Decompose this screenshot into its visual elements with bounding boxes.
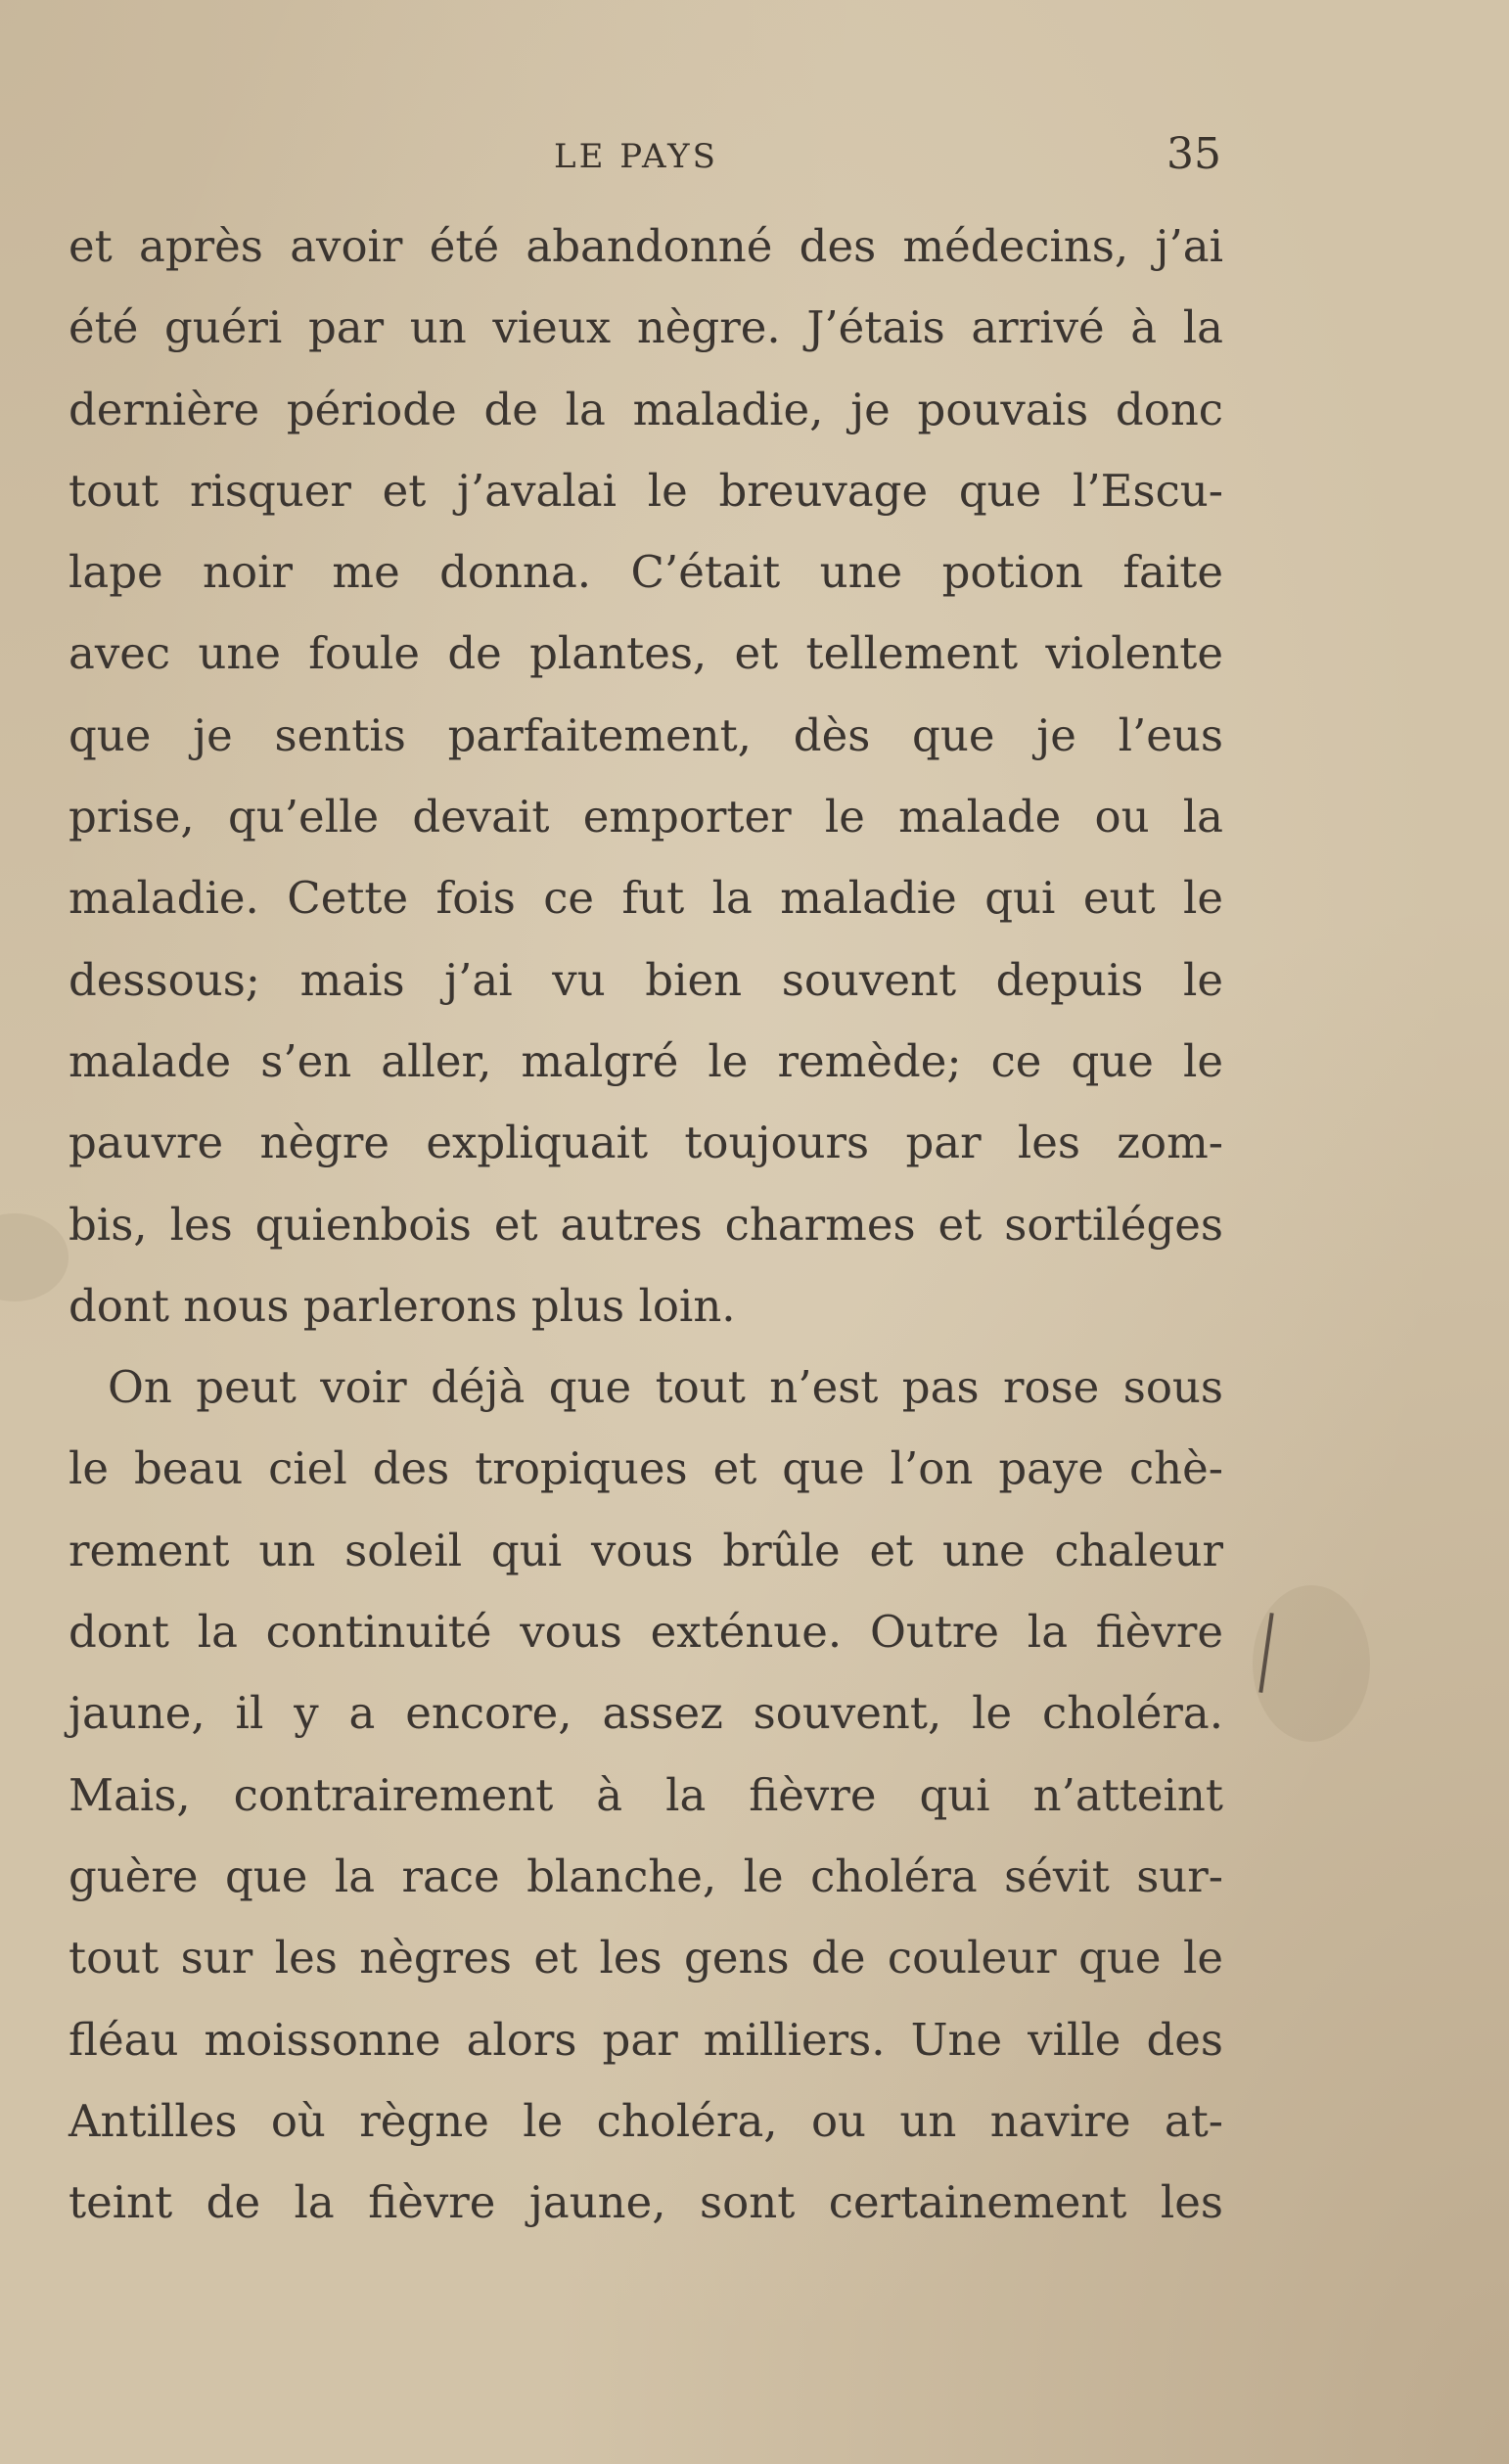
text-line: et après avoir été abandonné des médecins, j’ai — [69, 220, 1223, 272]
text-line-paragraph-end: dont nous parlerons plus loin. — [69, 1279, 736, 1332]
text-line: dont la continuité vous exténue. Outre la fièvre — [69, 1606, 1223, 1659]
text-line: bis, les quienbois et autres charmes et sortiléges — [69, 1198, 1223, 1251]
text-line: le beau ciel des tropiques et que l’on paye chè- — [69, 1442, 1223, 1495]
text-line: dessous; mais j’ai vu bien souvent depuis le — [69, 953, 1223, 1006]
text-line: fléau moissonne alors par milliers. Une ville des — [69, 2013, 1223, 2066]
page-header — [0, 123, 1509, 192]
text-line: lape noir me donna. C’était une potion faite — [69, 546, 1223, 599]
text-line: dernière période de la maladie, je pouvais donc — [69, 383, 1223, 435]
paper-stain — [0, 1213, 69, 1301]
text-line: prise, qu’elle devait emporter le malade ou la — [69, 791, 1223, 844]
text-line-paragraph-start: On peut voir déjà que tout n’est pas rose sous — [108, 1361, 1223, 1414]
text-line: que je sentis parfaitement, dès que je l’eus — [69, 708, 1223, 761]
running-head: LE PAYS — [554, 137, 718, 176]
text-line: été guéri par un vieux nègre. J’étais arrivé à la — [69, 301, 1223, 354]
paper-stain — [1253, 1585, 1370, 1742]
body-text — [69, 205, 1223, 2243]
text-line: guère que la race blanche, le choléra sévit sur- — [69, 1849, 1223, 1902]
text-line: Mais, contrairement à la fièvre qui n’atteint — [69, 1768, 1223, 1821]
text-line: pauvre nègre expliquait toujours par les zom- — [69, 1117, 1223, 1169]
text-line: malade s’en aller, malgré le remède; ce que le — [69, 1034, 1223, 1087]
text-line: rement un soleil qui vous brûle et une chaleur — [69, 1524, 1223, 1576]
text-line: jaune, il y a encore, assez souvent, le choléra. — [69, 1687, 1223, 1740]
page-number: 35 — [1166, 129, 1221, 179]
text-line: teint de la fièvre jaune, sont certainement les — [69, 2176, 1223, 2229]
text-line: tout risquer et j’avalai le breuvage que l’Escu- — [69, 464, 1223, 517]
text-line: maladie. Cette fois ce fut la maladie qui eut le — [69, 872, 1223, 925]
text-line: avec une foule de plantes, et tellement violente — [69, 627, 1223, 680]
text-line: Antilles où règne le choléra, ou un navire at- — [69, 2094, 1223, 2147]
text-line: tout sur les nègres et les gens de couleur que le — [69, 1932, 1223, 1985]
